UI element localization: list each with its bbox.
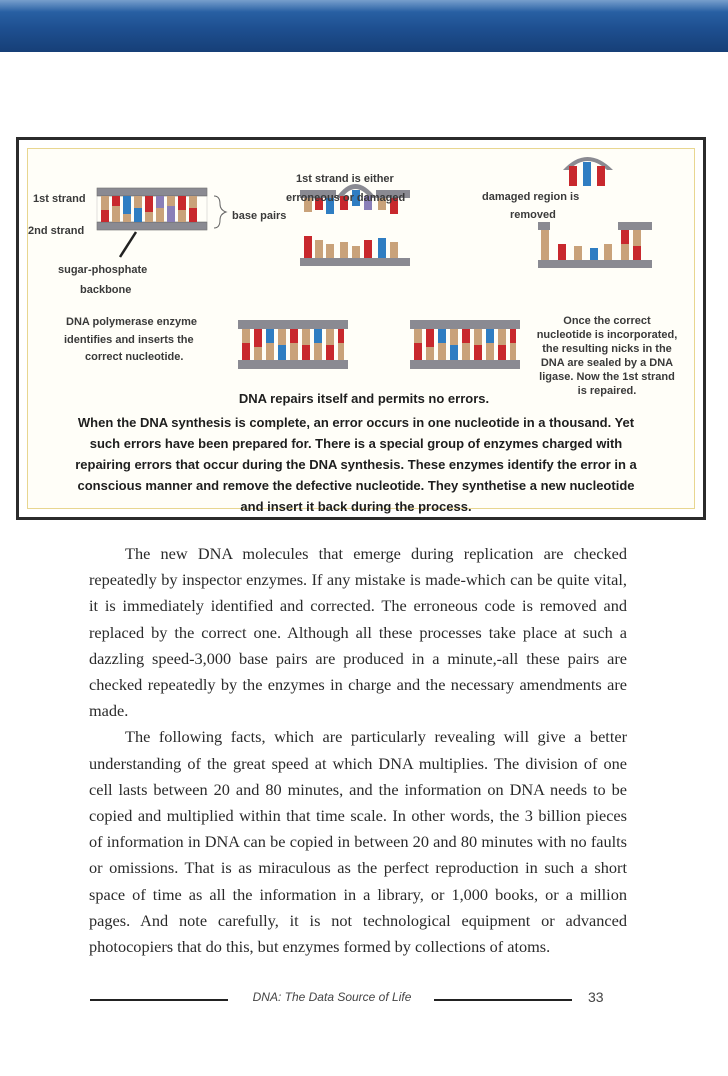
footer-rule-right [434,999,572,1001]
label-second-strand: 2nd strand [28,225,85,237]
label-ligase-6: is repaired. [577,385,637,397]
label-polymerase-2: identifies and inserts the [64,334,194,346]
label-polymerase-3: correct nucleotide. [85,351,184,363]
dna-repaired [410,320,520,369]
caption-line: conscious manner and remove the defective nucleotide. They synthetise a new nucleotide [77,478,635,493]
page-number: 33 [588,989,604,1005]
label-erroneous-2: erroneous or damaged [286,192,406,204]
paragraph: The following facts, which are particularly revealing will give a better understanding of the great speed at which DNA multiplies. The division of one cell lasts between 20 and 80 minutes, and the information on DNA needs to be copied and multiplied within that time scale. In other words, the 3 billion pieces of information in DNA can be copied in between 20 and 80 minutes with no faults or omissions. That is as miraculous as the perfect reproduction in such a short space of time as all the information in a library, or 1,000 books, or a million pages. And note carefully, it is not technological equipment or advanced photocopiers that do this, but enzymes formed by collections of atoms. [89,727,627,957]
label-ligase-4: DNA are sealed by a DNA [540,357,674,369]
label-backbone-2: backbone [80,284,132,296]
backbone-pointer [120,232,136,257]
caption-line: repairing errors that occur during the DNA synthesis. These enzymes identify the error in a [75,457,637,472]
label-ligase-1: Once the correct [563,315,651,327]
label-removed-2: removed [510,209,556,221]
caption-line: such errors have been prepared for. There is a special group of enzymes charged with [89,436,623,451]
label-erroneous-1: 1st strand is either [296,173,394,185]
label-ligase-3: the resulting nicks in the [542,343,672,355]
paragraph: The new DNA molecules that emerge during replication are checked repeatedly by inspector enzymes. If any mistake is made-which can be quite vital, it is immediately identified and corrected. The erroneous code is removed and replaced by the correct one. Although all these processes take place at such a dazzling speed-3,000 base pairs are produced in a minute,-all these pairs are checked repeatedly by the enzymes in charge and the necessary amendments are made. [89,544,627,721]
label-backbone-1: sugar-phosphate [58,264,148,276]
figure-caption-title: DNA repairs itself and permits no errors. [238,391,490,406]
label-ligase-2: nucleotide is incorporated, [536,329,678,341]
caption-line: and insert it back during the process. [240,499,472,514]
base-pairs-brace [214,196,226,228]
label-removed-1: damaged region is [482,191,580,203]
footer-title: DNA: The Data Source of Life [252,990,412,1004]
label-ligase-5: ligase. Now the 1st strand [539,371,675,383]
label-first-strand: 1st strand [33,193,86,205]
label-polymerase-1: DNA polymerase enzyme [66,316,198,328]
dna-removed-fragment [563,157,613,186]
body-text [89,541,627,960]
footer-rule-left [90,999,228,1001]
dna-gap [538,222,652,268]
caption-line: When the DNA synthesis is complete, an error occurs in one nucleotide in a thousand. Yet [77,415,635,430]
figure-caption-body [24,412,688,517]
dna-intact [97,188,207,230]
label-base-pairs: base pairs [232,210,287,222]
dna-polymerase [238,320,348,369]
